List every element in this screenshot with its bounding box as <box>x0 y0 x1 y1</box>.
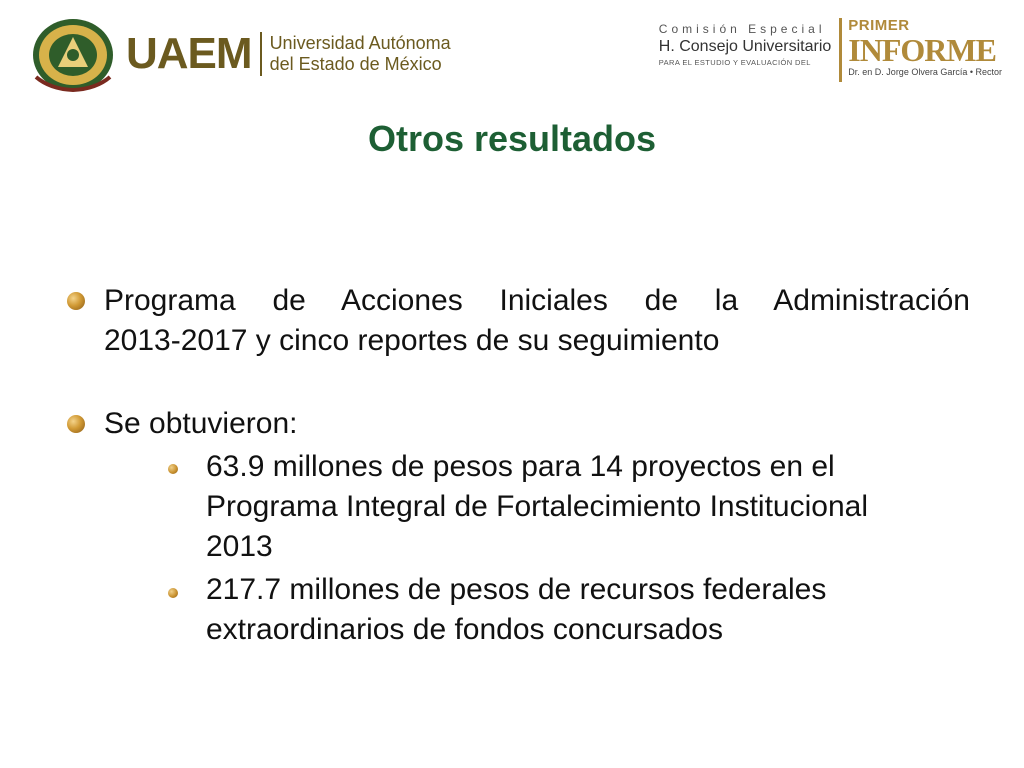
sub-bullet-2-line1: 217.7 millones de pesos de recursos federales <box>206 573 827 606</box>
rector-name: Dr. en D. Jorge Olvera García • Rector <box>848 67 1002 77</box>
sub-bullet-icon <box>168 464 178 474</box>
sub-bullet-1-line1: 63.9 millones de pesos para 14 proyectos en el <box>206 450 835 483</box>
uaem-wordmark: UAEM <box>126 29 252 78</box>
bullet-1-line1: Programa de Acciones Iniciales de la Administración <box>104 284 970 317</box>
consejo-title: H. Consejo Universitario <box>658 38 832 55</box>
sub-bullet-1-line3: 2013 <box>206 530 273 563</box>
bullet-icon <box>67 415 85 433</box>
sub-bullet-2-line2: extraordinarios de fondos concursados <box>206 613 723 646</box>
bullet-1-line2: 2013-2017 y cinco reportes de su seguimiento <box>104 324 720 357</box>
bullet-2-text: Se obtuvieron: <box>104 407 298 440</box>
comision-title: Comisión Especial <box>658 22 826 36</box>
slide-title: Otros resultados <box>367 118 657 159</box>
informe-top-word: PRIMER <box>848 17 910 34</box>
university-name-line1: Universidad Autónoma <box>269 33 451 53</box>
university-name-line2: del Estado de México <box>269 54 442 74</box>
sub-bullet-icon <box>168 588 178 598</box>
informe-word: INFORME <box>848 32 996 68</box>
sub-bullet-1-line2: Programa Integral de Fortalecimiento Institucional <box>206 490 868 523</box>
bullet-icon <box>67 292 85 310</box>
comision-subtitle: PARA EL ESTUDIO Y EVALUACIÓN DEL <box>658 58 811 67</box>
